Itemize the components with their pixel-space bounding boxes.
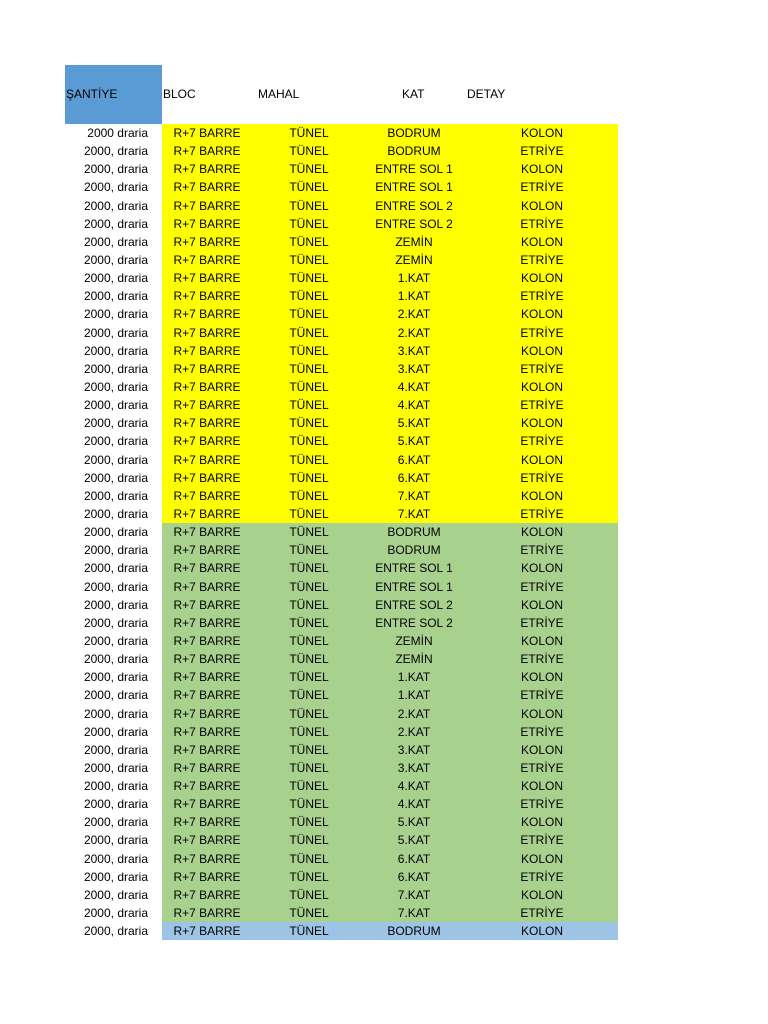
header-kat[interactable]: KAT [402,87,425,101]
table-row [0,124,768,142]
table-row [0,469,768,487]
cell-kat[interactable]: BODRUM [387,144,441,159]
cell-bloc[interactable]: R+7 BARRE [173,742,241,757]
cell-mahal[interactable]: TÜNEL [289,271,329,286]
cell-bloc[interactable]: R+7 BARRE [173,797,241,812]
cell-mahal[interactable]: TÜNEL [289,234,329,249]
cell-santiye[interactable]: 2000, draria [83,361,148,376]
cell-santiye[interactable]: 2000, draria [83,543,148,558]
table-row [0,360,768,378]
cell-santiye[interactable]: 2000, draria [83,488,148,503]
cell-detay[interactable]: ETRİYE [520,724,564,739]
cell-detay[interactable]: KOLON [520,633,563,648]
cell-bloc[interactable]: R+7 BARRE [173,579,241,594]
table-row [0,178,768,196]
cell-detay[interactable]: KOLON [520,126,563,140]
cell-bloc[interactable]: R+7 BARRE [173,543,241,558]
cell-bloc[interactable]: R+7 BARRE [173,706,241,721]
header-detay[interactable]: DETAY [467,87,506,101]
cell-kat[interactable]: 3.KAT [397,343,431,358]
cell-kat[interactable]: 6.KAT [397,851,431,866]
cell-mahal[interactable]: TÜNEL [289,379,329,394]
table-row [0,559,768,577]
cell-bloc[interactable]: R+7 BARRE [173,162,241,177]
cell-mahal[interactable]: TÜNEL [289,416,329,431]
cell-santiye[interactable]: 2000, draria [83,615,148,630]
cell-kat[interactable]: 1.KAT [397,670,431,685]
cell-detay[interactable]: KOLON [520,887,563,902]
cell-mahal[interactable]: TÜNEL [289,652,329,667]
cell-santiye[interactable]: 2000, draria [83,162,148,177]
cell-detay[interactable]: ETRİYE [520,615,564,630]
cell-santiye[interactable]: 2000, draria [83,379,148,394]
cell-bloc[interactable]: R+7 BARRE [173,615,241,630]
cell-santiye[interactable]: 2000 draria [87,126,148,140]
table-row [0,233,768,251]
cell-mahal[interactable]: TÜNEL [289,198,329,213]
cell-bloc[interactable]: R+7 BARRE [173,525,241,540]
cell-detay[interactable]: ETRİYE [520,506,564,521]
cell-detay[interactable]: KOLON [520,416,563,431]
cell-bloc[interactable]: R+7 BARRE [173,252,241,267]
cell-bloc[interactable]: R+7 BARRE [173,198,241,213]
table-row [0,922,768,940]
cell-santiye[interactable]: 2000, draria [83,325,148,340]
cell-detay[interactable]: KOLON [520,561,563,576]
table-row [0,886,768,904]
cell-santiye[interactable]: 2000, draria [83,271,148,286]
cell-bloc[interactable]: R+7 BARRE [173,724,241,739]
cell-detay[interactable]: KOLON [520,198,563,213]
table-row [0,305,768,323]
cell-detay[interactable]: ETRİYE [520,579,564,594]
cell-detay[interactable]: KOLON [520,779,563,794]
table-row [0,523,768,541]
cell-mahal[interactable]: TÜNEL [289,688,329,703]
cell-kat[interactable]: ZEMİN [395,252,433,267]
table-row [0,378,768,396]
cell-bloc[interactable]: R+7 BARRE [173,652,241,667]
header-mahal[interactable]: MAHAL [258,87,300,101]
cell-kat[interactable]: 5.KAT [397,416,431,431]
cell-bloc[interactable]: R+7 BARRE [173,289,241,304]
cell-kat[interactable]: 7.KAT [397,906,431,921]
cell-mahal[interactable]: TÜNEL [289,833,329,848]
table-row [0,868,768,886]
cell-kat[interactable]: 3.KAT [397,361,431,376]
table-row [0,197,768,215]
cell-mahal[interactable]: TÜNEL [289,162,329,177]
cell-detay[interactable]: ETRİYE [520,652,564,667]
cell-detay[interactable]: KOLON [520,307,563,322]
cell-santiye[interactable]: 2000, draria [83,579,148,594]
cell-santiye[interactable]: 2000, draria [83,652,148,667]
cell-mahal[interactable]: TÜNEL [289,307,329,322]
cell-detay[interactable]: KOLON [520,452,563,467]
cell-bloc[interactable]: R+7 BARRE [173,416,241,431]
cell-mahal[interactable]: TÜNEL [289,742,329,757]
cell-bloc[interactable]: R+7 BARRE [173,833,241,848]
cell-mahal[interactable]: TÜNEL [289,797,329,812]
cell-detay[interactable]: KOLON [520,597,563,612]
cell-santiye[interactable]: 2000, draria [83,906,148,921]
cell-kat[interactable]: 4.KAT [397,779,431,794]
cell-santiye[interactable]: 2000, draria [83,887,148,902]
table-row [0,432,768,450]
cell-detay[interactable]: KOLON [520,162,563,177]
cell-santiye[interactable]: 2000, draria [83,506,148,521]
cell-bloc[interactable]: R+7 BARRE [173,434,241,449]
cell-santiye[interactable]: 2000, draria [83,724,148,739]
cell-santiye[interactable]: 2000, draria [83,398,148,413]
cell-bloc[interactable]: R+7 BARRE [173,869,241,884]
table-row [0,215,768,233]
cell-mahal[interactable]: TÜNEL [289,525,329,540]
cell-kat[interactable]: 4.KAT [397,398,431,413]
cell-kat[interactable]: ZEMİN [395,652,433,667]
cell-kat[interactable]: 1.KAT [397,289,431,304]
cell-bloc[interactable]: R+7 BARRE [173,779,241,794]
cell-kat[interactable]: 5.KAT [397,815,431,830]
cell-mahal[interactable]: TÜNEL [289,252,329,267]
cell-santiye[interactable]: 2000, draria [83,144,148,159]
cell-santiye[interactable]: 2000, draria [83,597,148,612]
cell-mahal[interactable]: TÜNEL [289,615,329,630]
cell-santiye[interactable]: 2000, draria [83,742,148,757]
cell-bloc[interactable]: R+7 BARRE [173,851,241,866]
cell-mahal[interactable]: TÜNEL [289,815,329,830]
table-row [0,686,768,704]
cell-bloc[interactable]: R+7 BARRE [173,325,241,340]
cell-kat[interactable]: ENTRE SOL 2 [375,597,453,612]
table-row [0,632,768,650]
cell-detay[interactable]: KOLON [520,379,563,394]
cell-mahal[interactable]: TÜNEL [289,851,329,866]
cell-mahal[interactable]: TÜNEL [289,561,329,576]
cell-santiye[interactable]: 2000, draria [83,851,148,866]
cell-bloc[interactable]: R+7 BARRE [173,180,241,195]
table-row [0,505,768,523]
cell-mahal[interactable]: TÜNEL [289,579,329,594]
cell-santiye[interactable]: 2000, draria [83,216,148,231]
cell-detay[interactable]: ETRİYE [520,797,564,812]
cell-santiye[interactable]: 2000, draria [83,289,148,304]
cell-santiye[interactable]: 2000, draria [83,416,148,431]
cell-santiye[interactable]: 2000, draria [83,760,148,775]
cell-mahal[interactable]: TÜNEL [289,906,329,921]
table-row [0,451,768,469]
cell-santiye[interactable]: 2000, draria [83,470,148,485]
cell-mahal[interactable]: TÜNEL [289,924,329,939]
cell-mahal[interactable]: TÜNEL [289,452,329,467]
cell-bloc[interactable]: R+7 BARRE [173,506,241,521]
cell-santiye[interactable]: 2000, draria [83,343,148,358]
cell-bloc[interactable]: R+7 BARRE [173,361,241,376]
table-row [0,777,768,795]
cell-mahal[interactable]: TÜNEL [289,343,329,358]
cell-bloc[interactable]: R+7 BARRE [173,216,241,231]
cell-mahal[interactable]: TÜNEL [289,706,329,721]
table-row [0,324,768,342]
cell-kat[interactable]: BODRUM [387,126,441,140]
cell-mahal[interactable]: TÜNEL [289,434,329,449]
cell-mahal[interactable]: TÜNEL [289,760,329,775]
cell-kat[interactable]: 2.KAT [397,325,431,340]
cell-santiye[interactable]: 2000, draria [83,924,148,939]
table-row [0,705,768,723]
cell-kat[interactable]: 3.KAT [397,742,431,757]
cell-santiye[interactable]: 2000, draria [83,561,148,576]
table-row [0,160,768,178]
cell-mahal[interactable]: TÜNEL [289,488,329,503]
cell-detay[interactable]: ETRİYE [520,216,564,231]
table-row [0,831,768,849]
table-row [0,142,768,160]
cell-detay[interactable]: ETRİYE [520,252,564,267]
cell-mahal[interactable]: TÜNEL [289,216,329,231]
cell-mahal[interactable]: TÜNEL [289,869,329,884]
cell-bloc[interactable]: R+7 BARRE [173,470,241,485]
cell-kat[interactable]: 7.KAT [397,488,431,503]
cell-santiye[interactable]: 2000, draria [83,779,148,794]
table-row [0,541,768,559]
cell-mahal[interactable]: TÜNEL [289,144,329,159]
cell-bloc[interactable]: R+7 BARRE [173,760,241,775]
cell-mahal[interactable]: TÜNEL [289,361,329,376]
cell-kat[interactable]: ENTRE SOL 2 [375,198,453,213]
cell-detay[interactable]: ETRİYE [520,833,564,848]
cell-bloc[interactable]: R+7 BARRE [173,307,241,322]
cell-santiye[interactable]: 2000, draria [83,869,148,884]
cell-kat[interactable]: ENTRE SOL 2 [375,216,453,231]
table-row [0,795,768,813]
cell-bloc[interactable]: R+7 BARRE [173,887,241,902]
cell-bloc[interactable]: R+7 BARRE [173,488,241,503]
cell-kat[interactable]: 2.KAT [397,706,431,721]
table-row [0,850,768,868]
cell-santiye[interactable]: 2000, draria [83,670,148,685]
cell-mahal[interactable]: TÜNEL [289,597,329,612]
cell-kat[interactable]: BODRUM [387,924,441,939]
cell-detay[interactable]: KOLON [520,234,563,249]
table-row [0,596,768,614]
cell-bloc[interactable]: R+7 BARRE [173,452,241,467]
cell-santiye[interactable]: 2000, draria [83,198,148,213]
cell-bloc[interactable]: R+7 BARRE [173,561,241,576]
cell-kat[interactable]: BODRUM [387,543,441,558]
table-row [0,614,768,632]
cell-detay[interactable]: ETRİYE [520,434,564,449]
cell-kat[interactable]: ZEMİN [395,633,433,648]
cell-bloc[interactable]: R+7 BARRE [173,234,241,249]
cell-kat[interactable]: 5.KAT [397,833,431,848]
cell-detay[interactable]: ETRİYE [520,325,564,340]
cell-detay[interactable]: ETRİYE [520,398,564,413]
cell-detay[interactable]: KOLON [520,851,563,866]
cell-santiye[interactable]: 2000, draria [83,434,148,449]
cell-santiye[interactable]: 2000, draria [83,180,148,195]
cell-bloc[interactable]: R+7 BARRE [173,815,241,830]
table-row [0,414,768,432]
cell-mahal[interactable]: TÜNEL [289,887,329,902]
cell-kat[interactable]: 4.KAT [397,797,431,812]
cell-detay[interactable]: KOLON [520,525,563,540]
table-row [0,650,768,668]
cell-bloc[interactable]: R+7 BARRE [173,597,241,612]
cell-bloc[interactable]: R+7 BARRE [173,633,241,648]
cell-kat[interactable]: 6.KAT [397,452,431,467]
header-santiye[interactable]: ŞANTİYE [66,87,118,101]
cell-mahal[interactable]: TÜNEL [289,398,329,413]
table-row [0,741,768,759]
cell-santiye[interactable]: 2000, draria [83,525,148,540]
cell-detay[interactable]: ETRİYE [520,760,564,775]
cell-kat[interactable]: 3.KAT [397,760,431,775]
cell-detay[interactable]: KOLON [520,742,563,757]
cell-bloc[interactable]: R+7 BARRE [173,906,241,921]
cell-detay[interactable]: ETRİYE [520,144,564,159]
cell-mahal[interactable]: TÜNEL [289,325,329,340]
cell-santiye[interactable]: 2000, draria [83,815,148,830]
header-bloc[interactable]: BLOC [163,87,196,101]
cell-mahal[interactable]: TÜNEL [289,126,329,140]
table-row [0,759,768,777]
cell-kat[interactable]: 7.KAT [397,887,431,902]
cell-bloc[interactable]: R+7 BARRE [173,398,241,413]
cell-bloc[interactable]: R+7 BARRE [173,126,241,140]
cell-kat[interactable]: 1.KAT [397,688,431,703]
table-row [0,287,768,305]
cell-kat[interactable]: ENTRE SOL 1 [375,180,453,195]
table-row [0,668,768,686]
table-row [0,813,768,831]
cell-detay[interactable]: ETRİYE [520,688,564,703]
cell-detay[interactable]: ETRİYE [520,543,564,558]
cell-detay[interactable]: ETRİYE [520,180,564,195]
table-row [0,904,768,922]
cell-santiye[interactable]: 2000, draria [83,252,148,267]
cell-santiye[interactable]: 2000, draria [83,797,148,812]
cell-bloc[interactable]: R+7 BARRE [173,688,241,703]
cell-bloc[interactable]: R+7 BARRE [173,343,241,358]
cell-mahal[interactable]: TÜNEL [289,289,329,304]
cell-detay[interactable]: KOLON [520,815,563,830]
cell-detay[interactable]: KOLON [520,670,563,685]
cell-santiye[interactable]: 2000, draria [83,234,148,249]
cell-mahal[interactable]: TÜNEL [289,670,329,685]
cell-kat[interactable]: 7.KAT [397,506,431,521]
cell-kat[interactable]: ENTRE SOL 1 [375,579,453,594]
cell-kat[interactable]: 4.KAT [397,379,431,394]
cell-mahal[interactable]: TÜNEL [289,180,329,195]
table-row [0,251,768,269]
cell-kat[interactable]: 5.KAT [397,434,431,449]
table-row [0,269,768,287]
cell-mahal[interactable]: TÜNEL [289,779,329,794]
cell-detay[interactable]: ETRİYE [520,361,564,376]
cell-bloc[interactable]: R+7 BARRE [173,924,241,939]
table-row [0,578,768,596]
cell-santiye[interactable]: 2000, draria [83,833,148,848]
cell-santiye[interactable]: 2000, draria [83,307,148,322]
table-body [0,124,768,940]
cell-kat[interactable]: 2.KAT [397,307,431,322]
cell-detay[interactable]: KOLON [520,271,563,286]
cell-kat[interactable]: 1.KAT [397,271,431,286]
cell-mahal[interactable]: TÜNEL [289,543,329,558]
cell-detay[interactable]: ETRİYE [520,869,564,884]
cell-detay[interactable]: ETRİYE [520,470,564,485]
cell-santiye[interactable]: 2000, draria [83,688,148,703]
cell-detay[interactable]: KOLON [520,488,563,503]
cell-santiye[interactable]: 2000, draria [83,452,148,467]
cell-kat[interactable]: ENTRE SOL 1 [375,561,453,576]
table-row [0,723,768,741]
cell-kat[interactable]: 2.KAT [397,724,431,739]
cell-kat[interactable]: BODRUM [387,525,441,540]
cell-detay[interactable]: KOLON [520,343,563,358]
cell-kat[interactable]: 6.KAT [397,470,431,485]
cell-mahal[interactable]: TÜNEL [289,633,329,648]
cell-mahal[interactable]: TÜNEL [289,506,329,521]
cell-detay[interactable]: KOLON [520,924,563,939]
cell-kat[interactable]: 6.KAT [397,869,431,884]
cell-bloc[interactable]: R+7 BARRE [173,271,241,286]
table-row [0,342,768,360]
cell-kat[interactable]: ENTRE SOL 2 [375,615,453,630]
cell-mahal[interactable]: TÜNEL [289,724,329,739]
cell-detay[interactable]: ETRİYE [520,906,564,921]
cell-santiye[interactable]: 2000, draria [83,706,148,721]
table-row [0,396,768,414]
cell-detay[interactable]: KOLON [520,706,563,721]
cell-bloc[interactable]: R+7 BARRE [173,144,241,159]
cell-kat[interactable]: ZEMİN [395,234,433,249]
cell-mahal[interactable]: TÜNEL [289,470,329,485]
cell-santiye[interactable]: 2000, draria [83,633,148,648]
cell-kat[interactable]: ENTRE SOL 1 [375,162,453,177]
cell-bloc[interactable]: R+7 BARRE [173,670,241,685]
table-row [0,487,768,505]
cell-detay[interactable]: ETRİYE [520,289,564,304]
cell-bloc[interactable]: R+7 BARRE [173,379,241,394]
